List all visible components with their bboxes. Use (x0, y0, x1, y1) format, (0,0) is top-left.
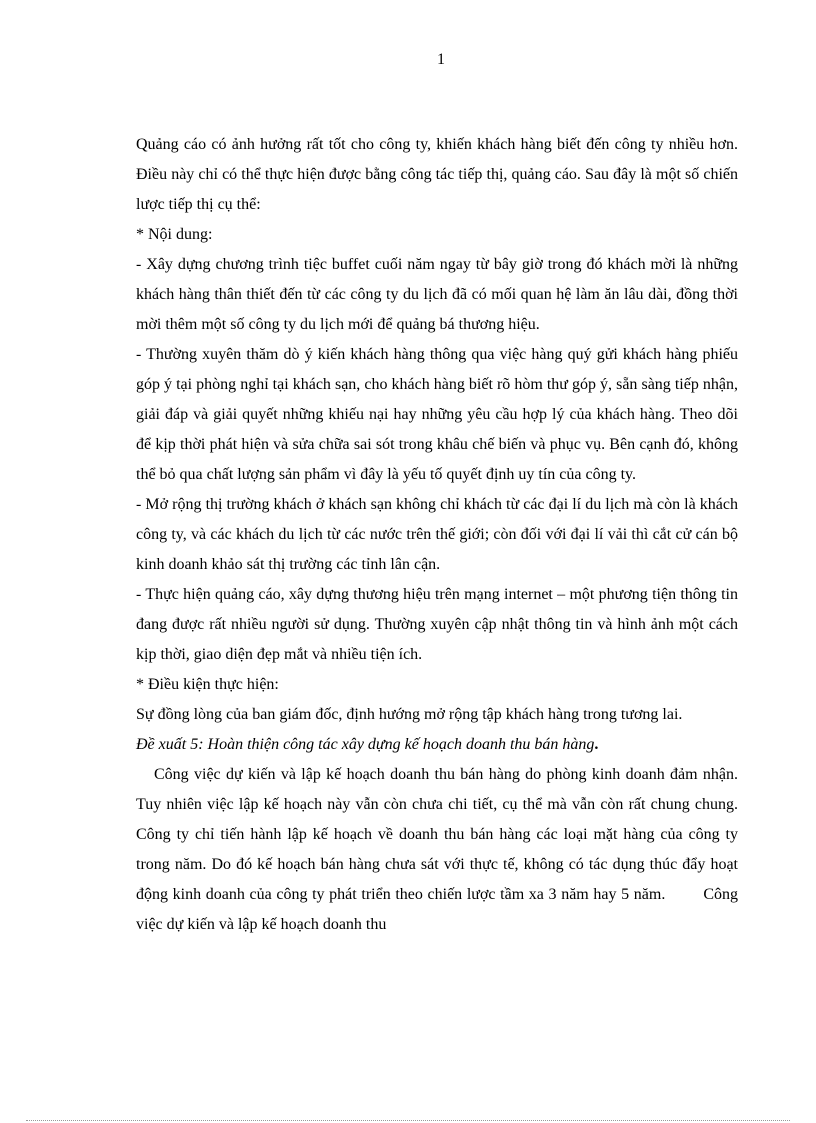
page-bottom-rule (26, 1120, 790, 1121)
paragraph-intro: Quảng cáo có ảnh hưởng rất tốt cho công ty, khiến khách hàng biết đến công ty nhiều hơn. Điều này chỉ có thể thực hiện được bằng công tác tiếp thị, quảng cáo. Sau đây là một số chiến lược tiếp thị cụ thể: (136, 136, 738, 213)
proposal-heading-dot: . (594, 736, 599, 753)
proposal-heading (136, 730, 738, 760)
proposal-heading-text: Đề xuất 5: Hoàn thiện công tác xây dựng kế hoạch doanh thu bán hàng (136, 736, 595, 753)
document-body (136, 130, 738, 940)
bullet-buffet: - Xây dựng chương trình tiệc buffet cuối năm ngay từ bây giờ trong đó khách mời là những khách hàng thân thiết đến từ các công ty du lịch đã có mối quan hệ làm ăn lâu dài, đồng thời mời thêm một số công ty du lịch mới để quảng bá thương hiệu. (136, 256, 738, 333)
section-label-conditions: * Điều kiện thực hiện: (136, 676, 279, 693)
paragraph-conditions: Sự đồng lòng của ban giám đốc, định hướng mở rộng tập khách hàng trong tương lai. (136, 706, 683, 723)
bullet-feedback: - Thường xuyên thăm dò ý kiến khách hàng thông qua việc hàng quý gửi khách hàng phiếu góp ý tại phòng nghỉ tại khách sạn, cho khách hàng biết rõ hòm thư góp ý, sẵn sàng tiếp nhận, giải đáp và giải quyết những khiếu nại hay những yêu cầu hợp lý của khách hàng. Theo dõi để kịp thời phát hiện và sửa chữa sai sót trong khâu chế biến và phục vụ. Bên cạnh đó, không thể bỏ qua chất lượng sản phẩm vì đây là yếu tố quyết định uy tín của công ty. (136, 346, 738, 483)
paragraph-revenue-plan (136, 760, 738, 940)
bullet-market: - Mở rộng thị trường khách ở khách sạn không chỉ khách từ các đại lí du lịch mà còn là khách công ty, và các khách du lịch từ các nước trên thế giới; còn đối với đại lí vải thì cắt cử cán bộ kinh doanh khảo sát thị trường các tỉnh lân cận. (136, 496, 738, 573)
section-label-content: * Nội dung: (136, 226, 213, 243)
bullet-internet: - Thực hiện quảng cáo, xây dựng thương hiệu trên mạng internet – một phương tiện thông tin đang được rất nhiều người sử dụng. Thường xuyên cập nhật thông tin và hình ảnh một cách kịp thời, giao diện đẹp mắt và nhiều tiện ích. (136, 586, 738, 663)
paragraph-revenue-plan-main: Công việc dự kiến và lập kế hoạch doanh thu bán hàng do phòng kinh doanh đảm nhận. Tuy nhiên việc lập kế hoạch này vẫn còn chưa chi tiết, cụ thể mà vẫn còn rất chung chung. Công ty chỉ tiến hành lập kế hoạch về doanh thu bán hàng các loại mặt hàng của công ty trong năm. Do đó kế hoạch bán hàng chưa sát với thực tế, không có tác dụng thúc đẩy hoạt động kinh doanh của công ty phát triển theo chiến lược tầm xa 3 năm hay 5 năm. (136, 766, 738, 903)
page-number: 1 (437, 51, 445, 68)
paragraph-revenue-plan-tail: Công việc dự kiến và lập kế hoạch doanh thu (136, 886, 738, 933)
